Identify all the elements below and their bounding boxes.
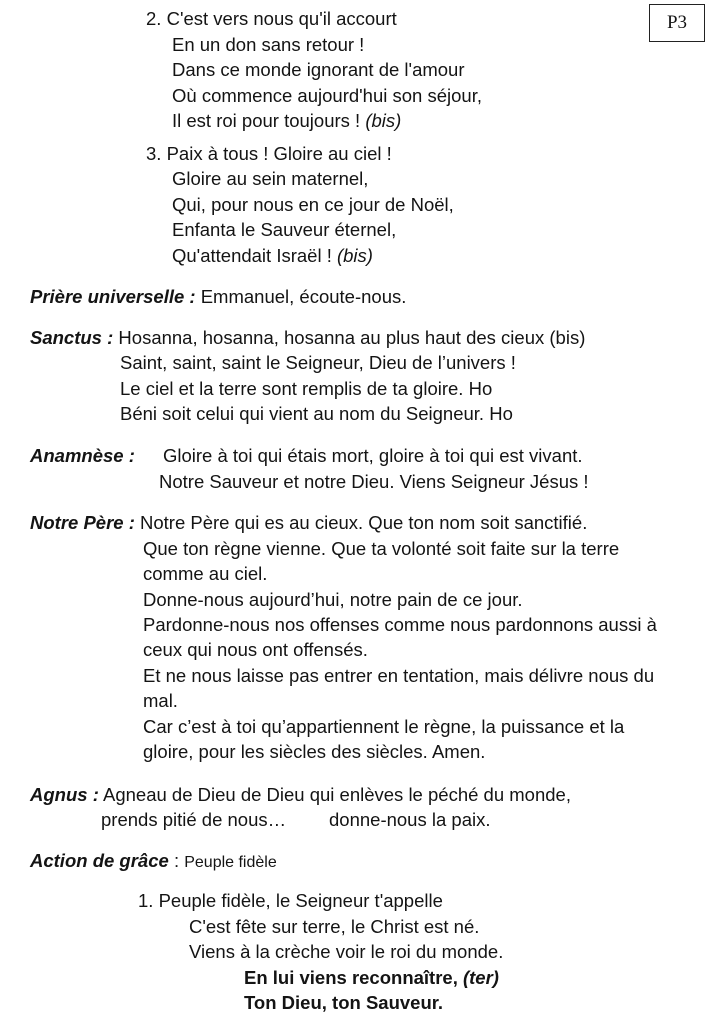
verse-text: Il est roi pour toujours !: [172, 110, 361, 131]
section-text: Hosanna, hosanna, hosanna au plus haut des cieux (bis): [118, 327, 586, 348]
label-colon: :: [173, 850, 180, 871]
section-text: Agneau de Dieu de Dieu qui enlèves le péché du monde,: [102, 784, 571, 805]
repeat-marker: (bis): [336, 245, 373, 266]
hymn-text: Peuple fidèle, le Seigneur t'appelle: [158, 890, 443, 911]
notre-pere-line: Donne-nous aujourd’hui, notre pain de ce jour.: [143, 589, 523, 610]
agnus-line: donne-nous la paix.: [329, 809, 491, 830]
page-number-box: P3: [649, 4, 705, 42]
refrain-line: [244, 965, 499, 991]
notre-pere-line: Que ton règne vienne. Que ta volonté soit faite sur la terre: [143, 538, 620, 559]
verse-text: C'est vers nous qu'il accourt: [166, 8, 397, 29]
verse-text: Qu'attendait Israël !: [172, 245, 332, 266]
action-heading: [30, 848, 277, 876]
section-text: Emmanuel, écoute-nous.: [200, 286, 407, 307]
notre-pere-line: gloire, pour les siècles des siècles. Amen.: [143, 741, 486, 762]
section-text: Notre Père qui es au cieux. Que ton nom soit sanctifié.: [140, 512, 588, 533]
hymn-title: Peuple fidèle: [184, 854, 277, 871]
sanctus-line: [30, 325, 585, 351]
verse-line: En un don sans retour !: [172, 34, 365, 55]
notre-pere-line: mal.: [143, 690, 178, 711]
anamnese-line: Gloire à toi qui étais mort, gloire à toi qui est vivant.: [163, 445, 583, 466]
verse-line: [146, 141, 392, 167]
refrain-line: Ton Dieu, ton Sauveur.: [244, 992, 444, 1013]
notre-pere-line: ceux qui nous ont offensés.: [143, 639, 368, 660]
verse-number: 3.: [146, 143, 162, 164]
verse-line: Dans ce monde ignorant de l'amour: [172, 59, 465, 80]
notre-pere-line: comme au ciel.: [143, 563, 268, 584]
agnus-line: [30, 782, 571, 808]
verse-text: Paix à tous ! Gloire au ciel !: [166, 143, 392, 164]
notre-pere-line: Car c’est à toi qu’appartiennent le règne, la puissance et la: [143, 716, 625, 737]
hymn-line: Viens à la crèche voir le roi du monde.: [189, 941, 504, 962]
priere-universelle: [30, 284, 406, 310]
hymn-line: C'est fête sur terre, le Christ est né.: [189, 916, 480, 937]
repeat-marker: (bis): [365, 110, 402, 131]
verse-line: [172, 243, 373, 269]
sanctus-line: Le ciel et la terre sont remplis de ta gloire. Ho: [120, 378, 493, 399]
refrain-text: En lui viens reconnaître,: [244, 967, 458, 988]
agnus-line: prends pitié de nous…: [101, 809, 287, 830]
notre-pere-line: [30, 510, 587, 536]
notre-pere-line: Pardonne-nous nos offenses comme nous pardonnons aussi à: [143, 614, 657, 635]
section-label: Notre Père :: [30, 512, 135, 533]
section-label: Anamnèse :: [30, 445, 135, 466]
section-label: Agnus :: [30, 784, 99, 805]
notre-pere-line: Et ne nous laisse pas entrer en tentation, mais délivre nous du: [143, 665, 655, 686]
anamnese-line: Notre Sauveur et notre Dieu. Viens Seigneur Jésus !: [159, 471, 589, 492]
verse-line: Qui, pour nous en ce jour de Noël,: [172, 194, 454, 215]
verse-line: [146, 6, 397, 32]
verse-number: 1.: [138, 890, 154, 911]
section-label: Action de grâce: [30, 850, 169, 871]
verse-line: Où commence aujourd'hui son séjour,: [172, 85, 482, 106]
sanctus-line: Béni soit celui qui vient au nom du Seigneur. Ho: [120, 403, 513, 424]
section-label: Prière universelle :: [30, 286, 196, 307]
section-label: Sanctus :: [30, 327, 114, 348]
verse-line: [172, 108, 401, 134]
sanctus-line: Saint, saint, saint le Seigneur, Dieu de l’univers !: [120, 352, 516, 373]
verse-number: 2.: [146, 8, 162, 29]
verse-line: Enfanta le Sauveur éternel,: [172, 219, 397, 240]
hymn-line: [138, 888, 443, 914]
repeat-marker: (ter): [462, 967, 499, 988]
verse-line: Gloire au sein maternel,: [172, 168, 369, 189]
